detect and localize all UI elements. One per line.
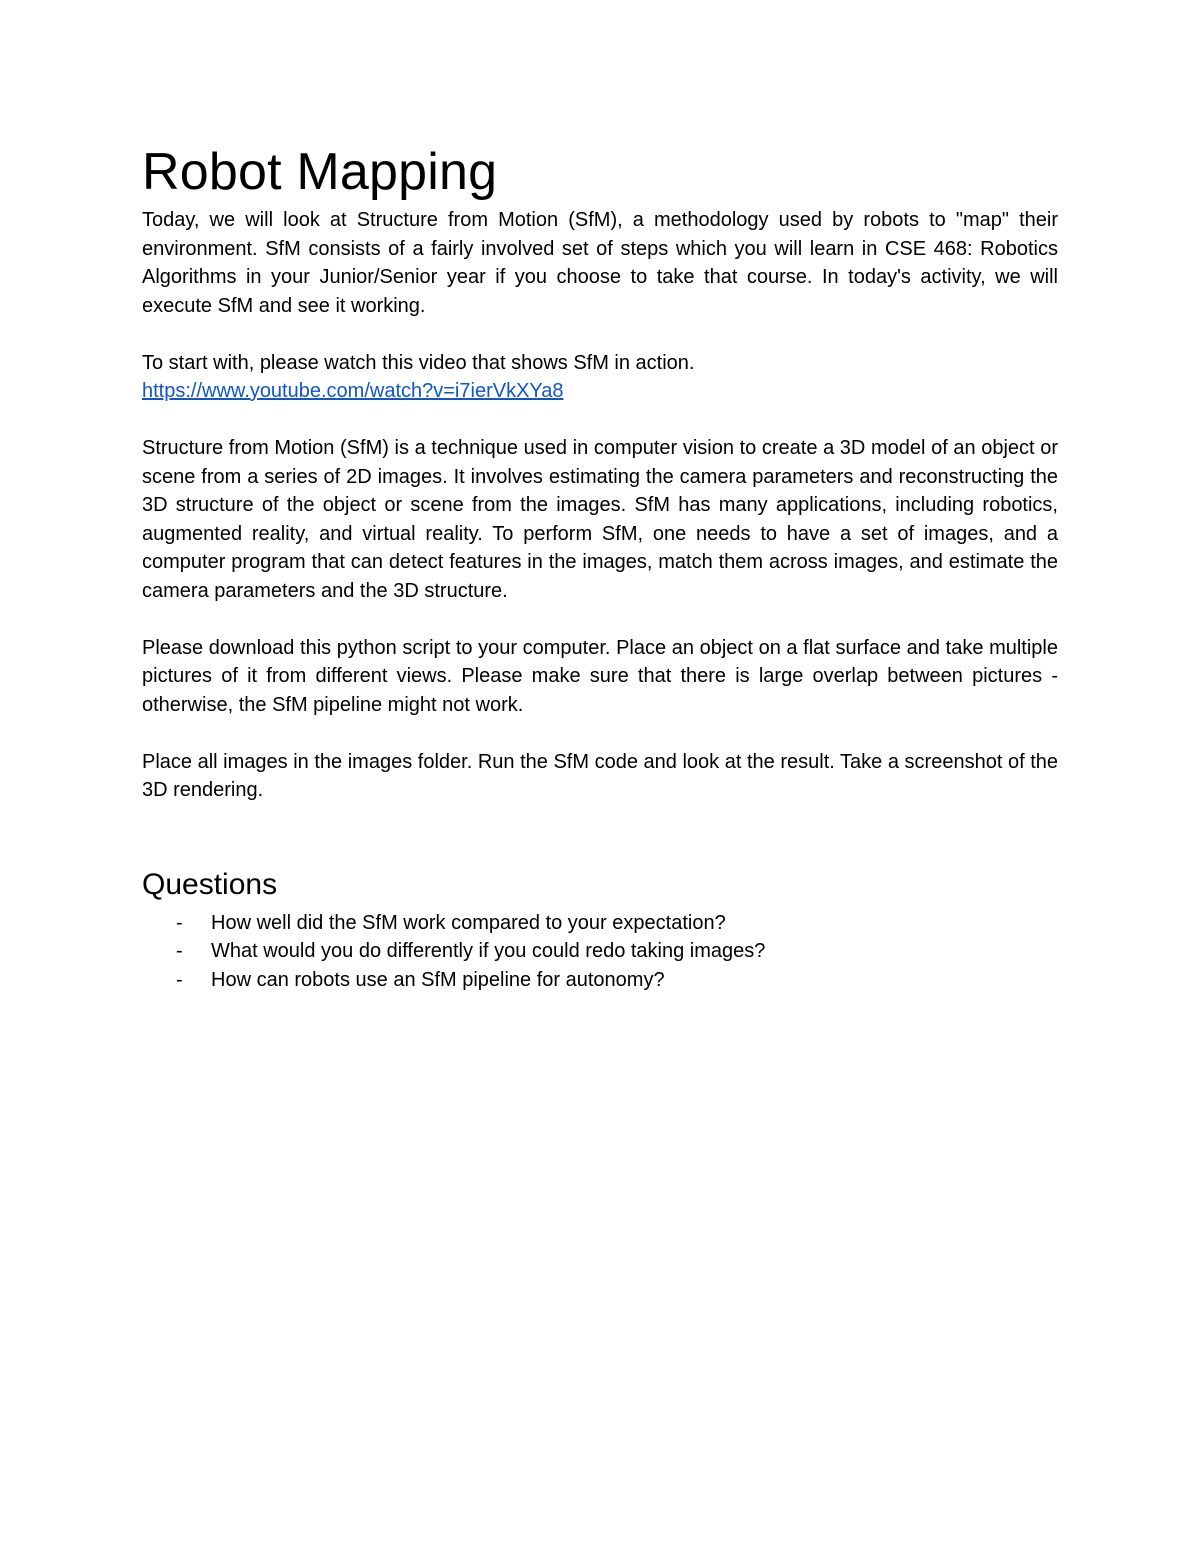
dash-bullet: - (176, 968, 183, 991)
paragraph-spacer (142, 320, 1058, 349)
video-prompt-paragraph: To start with, please watch this video that shows SfM in action. (142, 351, 695, 374)
dash-bullet: - (176, 911, 183, 934)
sfm-description-paragraph: Structure from Motion (SfM) is a technique used in computer vision to create a 3D model of an object or scene from a series of 2D images. It involves estimating the camera parameters and reconstructing the 3D structure of the object or scene from the images. SfM has many applications, including robotics, augmented reality, and virtual reality. To perform SfM, one needs to have a set of images, and a computer program that can detect features in the images, match them across images, and estimate the camera parameters and the 3D structure. (142, 437, 1058, 602)
paragraph-spacer (142, 719, 1058, 748)
download-instructions-paragraph: Please download this python script to your computer. Place an object on a flat surface and take multiple pictures of it from different views. Please make sure that there is large overlap between pictures - otherwise, the SfM pipeline might not work. (142, 636, 1058, 716)
document-page (142, 142, 1058, 994)
question-text: How can robots use an SfM pipeline for autonomy? (211, 968, 665, 991)
paragraph-spacer (142, 406, 1058, 435)
intro-paragraph: Today, we will look at Structure from Motion (SfM), a methodology used by robots to "map" their environment. SfM consists of a fairly involved set of steps which you will learn in CSE 468: Robotics Algorithms in your Junior/Senior year if you choose to take that course. In today's activity, we will execute SfM and see it working. (142, 209, 1058, 317)
dash-bullet: - (176, 940, 183, 962)
list-item (142, 966, 1058, 995)
paragraph-spacer (142, 605, 1058, 634)
video-link[interactable]: https://www.youtube.com/watch?v=i7ierVkXYa8 (142, 380, 564, 402)
question-text: How well did the SfM work compared to your expectation? (211, 911, 726, 934)
questions-list (142, 909, 1058, 995)
run-instructions-paragraph: Place all images in the images folder. Run the SfM code and look at the result. Take a screenshot of the 3D rendering. (142, 750, 1058, 801)
list-item (142, 937, 1058, 966)
question-text: What would you do differently if you could redo taking images? (211, 940, 766, 962)
list-item (142, 909, 1058, 938)
page-title: Robot Mapping (142, 143, 498, 201)
questions-heading: Questions (142, 867, 278, 901)
